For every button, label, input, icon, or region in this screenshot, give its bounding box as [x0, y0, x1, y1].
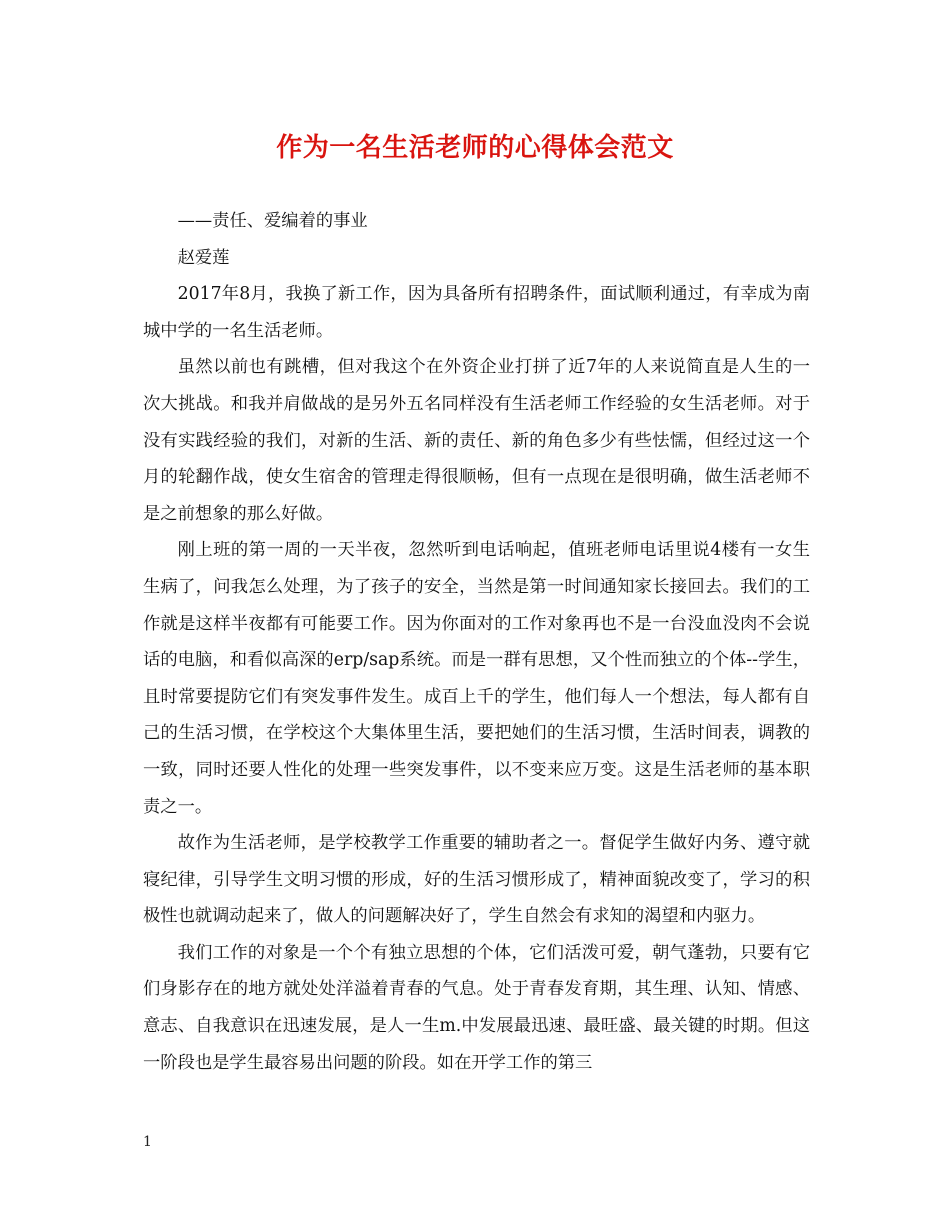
paragraph: 刚上班的第一周的一天半夜，忽然听到电话响起，值班老师电话里说4楼有一女生生病了，问我怎么处理，为了孩子的安全，当然是第一时间通知家长接回去。我们的工作就是这样半夜都有可能要工作。因为你面对的工作对象再也不是一台没血没肉不会说话的电脑，和看似高深的erp/sap系统。而是一群有思想，又个性而独立的个体--学生，且时常要提防它们有突发事件发生。成百上千的学生，他们每人一个想法，每人都有自己的生活习惯，在学校这个大集体里生活，要把她们的生活习惯，生活时间表，调教的一致，同时还要人性化的处理一些突发事件，以不变来应万变。这是生活老师的基本职责之一。: [143, 540, 810, 817]
subtitle: ——责任、爱编着的事业: [177, 211, 368, 231]
paragraph: 我们工作的对象是一个个有独立思想的个体，它们活泼可爱，朝气蓬勃，只要有它们身影存在的地方就处处洋溢着青春的气息。处于青春发育期，其生理、认知、情感、意志、自我意识在迅速发展，是人一生m.中发展最迅速、最旺盛、最关键的时期。但这一阶段也是学生最容易出问题的阶段。如在开学工作的第三: [143, 942, 810, 1073]
paragraph: 故作为生活老师，是学校教学工作重要的辅助者之一。督促学生做好内务、遵守就寝纪律，引导学生文明习惯的形成，好的生活习惯形成了，精神面貌改变了，学习的积极性也就调动起来了，做人的问题解决好了，学生自然会有求知的渴望和内驱力。: [143, 833, 810, 927]
paragraph: 2017年8月，我换了新工作，因为具备所有招聘条件，面试顺利通过，有幸成为南城中学的一名生活老师。: [143, 284, 810, 341]
author: 赵爱莲: [177, 247, 230, 268]
paragraph: 虽然以前也有跳槽，但对我这个在外资企业打拼了近7年的人来说简直是人生的一次大挑战。和我并肩做战的是另外五名同样没有生活老师工作经验的女生活老师。对于没有实践经验的我们，对新的生活、新的责任、新的角色多少有些怯懦，但经过这一个月的轮翻作战，使女生宿舍的管理走得很顺畅，但有一点现在是很明确，做生活老师不是之前想象的那么好做。: [143, 357, 810, 524]
page-number: 1: [143, 1134, 152, 1150]
document-body: [143, 203, 810, 1081]
document-title: 作为一名生活老师的心得体会范文: [276, 133, 674, 163]
